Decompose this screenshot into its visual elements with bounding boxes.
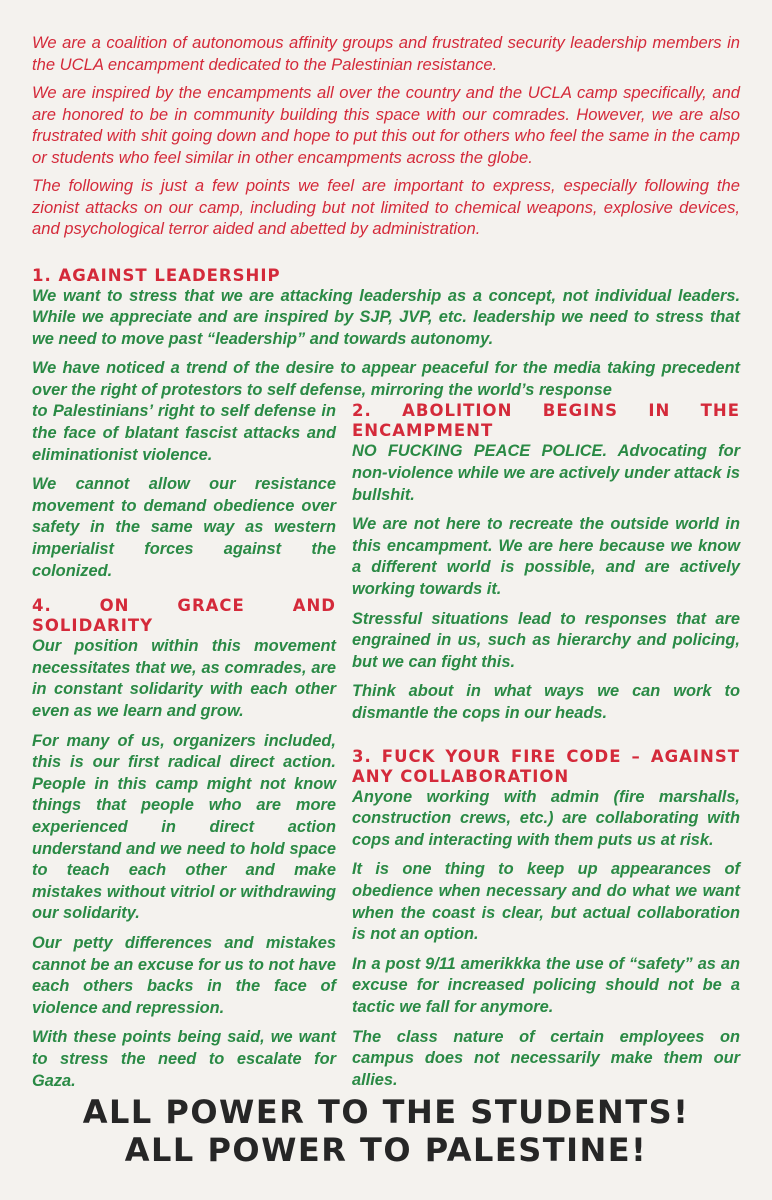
slogan-students: ALL POWER TO THE STUDENTS!: [82, 1093, 690, 1131]
slogan-palestine: ALL POWER TO PALESTINE!: [124, 1131, 648, 1169]
footer-slogans: [0, 1093, 772, 1169]
section-against-leadership: [32, 266, 740, 402]
section-paragraph: In a post 9/11 amerikkka the use of “safety” as an excuse for increased policing should not be a tactic we fall for anymore.: [352, 954, 740, 1016]
section-paragraph: to Palestinians’ right to self defense in the face of blatant fascist attacks and eliminationist violence.: [32, 402, 336, 464]
section-heading: 1. AGAINST LEADERSHIP: [32, 265, 281, 285]
section-paragraph: We have noticed a trend of the desire to appear peaceful for the media taking precedent over the right of protestors to self defense, mirroring the world’s response: [32, 359, 740, 399]
section-paragraph: Think about in what ways we can work to dismantle the cops in our heads.: [352, 682, 740, 722]
two-column-body: [32, 401, 740, 1100]
section-heading: 2. ABOLITION BEGINS IN THE ENCAMPMENT: [352, 401, 740, 441]
section-paragraph: For many of us, organizers included, this is our first radical direct action. People in this camp might not know things that people who are more experienced in direct action understand and we need to hold space to teach each other and make mistakes without vitriol or withdrawing our solidarity.: [32, 731, 336, 923]
section-grace-solidarity: [32, 596, 336, 1092]
section-paragraph: We are not here to recreate the outside world in this encampment. We are here because we know a different world is possible, and are actively working towards it.: [352, 515, 740, 599]
section-paragraph: The class nature of certain employees on campus does not necessarily make them our allies.: [352, 1027, 740, 1089]
section-paragraph: Our petty differences and mistakes cannot be an excuse for us to not have each others backs in the face of violence and repression.: [32, 933, 336, 1017]
section-paragraph: Anyone working with admin (fire marshalls, construction crews, etc.) are collaborating with cops and interacting with them puts us at risk.: [352, 787, 740, 849]
left-column: [32, 401, 336, 1100]
section-paragraph: We cannot allow our resistance movement to demand obedience over safety in the same way as western imperialist forces against the colonized.: [32, 475, 336, 580]
section-paragraph: With these points being said, we want to stress the need to escalate for Gaza.: [32, 1028, 336, 1090]
intro: [32, 32, 740, 240]
section-paragraph: Stressful situations lead to responses that are engrained in us, such as hierarchy and policing, but we can fight this.: [352, 609, 740, 671]
section-heading: 3. FUCK YOUR FIRE CODE – AGAINST ANY COLLABORATION: [352, 746, 740, 786]
flyer: [32, 32, 740, 1100]
section-paragraph: Our position within this movement necessitates that we, as comrades, are in constant solidarity with each other even as we learn and grow.: [32, 637, 336, 720]
section-paragraph: NO FUCKING PEACE POLICE. Advocating for non-violence while we are actively under attack is bullshit.: [352, 442, 740, 504]
section-paragraph: It is one thing to keep up appearances of obedience when necessary and do what we want when the coast is clear, but actual collaboration is not an option.: [352, 860, 740, 944]
right-column: [352, 387, 740, 1100]
intro-paragraph: We are inspired by the encampments all over the country and the UCLA camp specifically, and are honored to be in community building this space with our comrades. However, we are also frustrated with shit going down and hope to put this out for others who feel the same in the camp or students who feel similar in other encampments across the globe.: [32, 83, 740, 167]
section-paragraph: We want to stress that we are attacking leadership as a concept, not individual leaders. While we appreciate and are inspired by SJP, JVP, etc. leadership we need to stress that we need to move past “leadership” and towards autonomy.: [32, 286, 740, 348]
intro-paragraph: The following is just a few points we feel are important to express, especially following the zionist attacks on our camp, including but not limited to chemical weapons, explosive devices, and psychological terror aided and abetted by administration.: [32, 176, 740, 238]
section-heading: 4. ON GRACE AND SOLIDARITY: [32, 596, 336, 636]
intro-paragraph: We are a coalition of autonomous affinity groups and frustrated security leadership members in the UCLA encampment dedicated to the Palestinian resistance.: [32, 33, 740, 74]
section-fire-code: [352, 747, 740, 1092]
section-abolition: [352, 401, 740, 724]
